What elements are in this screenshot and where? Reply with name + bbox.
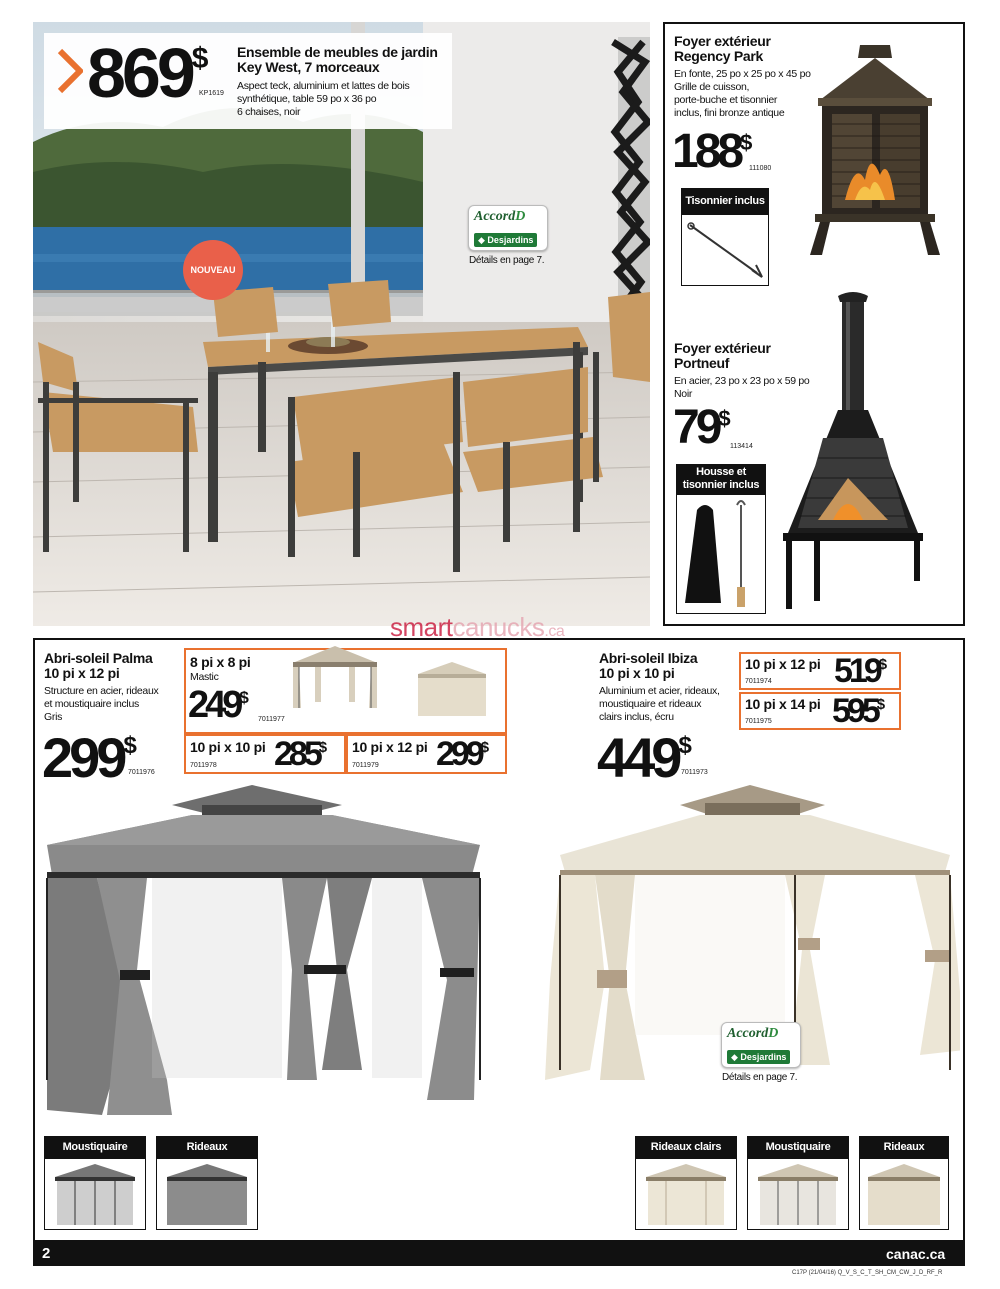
palma-option-b-price: 285$ <box>274 735 328 773</box>
regency-desc-line: Grille de cuisson, <box>674 81 750 93</box>
screen-gazebo-icon <box>748 1159 848 1229</box>
palma-thumb-screen <box>44 1158 146 1230</box>
hero-description <box>237 80 409 119</box>
desjardins-icon: ◆ <box>478 235 488 245</box>
poker-icon <box>682 215 768 285</box>
regency-fireplace-image <box>800 40 950 258</box>
palma-option-c-size: 10 pi x 12 pi <box>352 739 428 755</box>
palma-price: 299$ <box>42 726 137 789</box>
palma-sku: 7011976 <box>128 769 155 776</box>
watermark-part: canucks <box>452 612 545 642</box>
palma-title-line: Abri-soleil Palma <box>44 650 153 666</box>
portneuf-title <box>674 341 771 371</box>
palma-title-line: 10 pi x 12 pi <box>44 665 120 681</box>
palma-option-a-color: Mastic <box>190 671 219 683</box>
palma-title <box>44 651 153 681</box>
regency-title-line: Regency Park <box>674 48 764 64</box>
print-code: C17P (21/04/16) Q_V_S_C_T_SH_CM_CW_J_D_RF_R <box>792 1270 943 1276</box>
ibiza-title-line: Abri-soleil Ibiza <box>599 650 698 666</box>
palma-description <box>44 685 158 724</box>
hero-desc-line: synthétique, table 59 po x 36 po <box>237 93 377 105</box>
palma-gazebo-image <box>42 780 482 1125</box>
regency-desc-line: En fonte, 25 po x 25 po x 45 po <box>674 68 811 80</box>
ibiza-thumb-light-curtains <box>635 1158 737 1230</box>
hero-desc-line: 6 chaises, noir <box>237 106 301 118</box>
curtain-gazebo-icon <box>157 1159 257 1229</box>
portneuf-desc-line: Noir <box>674 388 693 400</box>
palma-thumb-curtains <box>156 1158 258 1230</box>
regency-tag <box>681 188 769 214</box>
accord-logo-ibiza <box>721 1022 801 1068</box>
accord-letter: D <box>515 209 526 224</box>
ibiza-option-b-sku: 7011975 <box>745 718 772 725</box>
portneuf-tag <box>676 464 766 494</box>
hero-title <box>237 45 438 75</box>
palma-thumb-label-curtains: Rideaux <box>156 1136 258 1158</box>
watermark-part: smart <box>390 612 453 642</box>
palma-option-c-sku: 7011979 <box>352 762 379 769</box>
palma-option-b-size: 10 pi x 10 pi <box>190 739 266 755</box>
palma-option-a-price: 249$ <box>188 684 249 726</box>
ibiza-thumb-screen <box>747 1158 849 1230</box>
ibiza-thumb-label-screen: Moustiquaire <box>747 1136 849 1158</box>
accord-note: Détails en page 7. <box>469 255 545 266</box>
regency-tag-label: Tisonnier inclus <box>685 195 765 207</box>
ibiza-desc-line: moustiquaire et rideaux <box>599 698 702 710</box>
accord-logo <box>468 205 548 251</box>
palma-thumb-label-screen: Moustiquaire <box>44 1136 146 1158</box>
portneuf-tag-line: tisonnier inclus <box>682 479 760 491</box>
ibiza-sku: 7011973 <box>681 769 708 776</box>
palma-option-b-sku: 7011978 <box>190 762 217 769</box>
light-curtain-gazebo-icon <box>636 1159 736 1229</box>
palma-option-a-sku: 7011977 <box>258 716 285 723</box>
curtain-gazebo-icon <box>860 1159 948 1229</box>
portneuf-desc-line: En acier, 23 po x 23 po x 59 po <box>674 375 810 387</box>
ibiza-thumb-label-curtains: Rideaux <box>859 1136 949 1158</box>
ibiza-option-a-size: 10 pi x 12 pi <box>745 656 821 672</box>
cover-icon <box>677 495 765 613</box>
accord-bank: Desjardins <box>487 235 534 245</box>
lattice-panel <box>613 37 650 337</box>
mastic-gazebo-closed-image <box>412 660 492 718</box>
hero-price: 869$ <box>87 34 209 112</box>
ibiza-thumb-label-light-curtains: Rideaux clairs <box>635 1136 737 1158</box>
new-badge <box>183 240 243 300</box>
poker-thumbnail <box>681 214 769 286</box>
regency-price: 188$ <box>672 125 753 178</box>
accord-brand: Accord <box>727 1026 769 1041</box>
portneuf-price: 79$ <box>673 401 731 454</box>
regency-sku: 111080 <box>749 165 772 172</box>
screen-gazebo-icon <box>45 1159 145 1229</box>
palma-desc-line: Gris <box>44 711 63 723</box>
new-badge-label: NOUVEAU <box>190 265 236 275</box>
regency-title-line: Foyer extérieur <box>674 33 771 49</box>
regency-desc-line: porte-buche et tisonnier <box>674 94 778 106</box>
palma-desc-line: et moustiquaire inclus <box>44 698 139 710</box>
palma-option-c-price: 299$ <box>436 735 490 773</box>
ibiza-desc-line: clairs inclus, écru <box>599 711 674 723</box>
accord-brand: Accord <box>474 209 516 224</box>
ibiza-option-b-price: 595$ <box>832 692 886 730</box>
accord-letter: D <box>768 1026 779 1041</box>
hero-title-line: Ensemble de meubles de jardin <box>237 44 438 60</box>
portneuf-fireplace-image <box>778 288 928 613</box>
accord-bank: Desjardins <box>740 1052 787 1062</box>
portneuf-title-line: Portneuf <box>674 355 730 371</box>
watermark-part: .ca <box>544 623 565 640</box>
hero-sku: KP1619 <box>199 90 224 97</box>
ibiza-option-b-size: 10 pi x 14 pi <box>745 696 821 712</box>
ibiza-description <box>599 685 720 724</box>
ibiza-desc-line: Aluminium et acier, rideaux, <box>599 685 720 697</box>
ibiza-title-line: 10 pi x 10 pi <box>599 665 675 681</box>
hero-title-line: Key West, 7 morceaux <box>237 59 380 75</box>
ibiza-price: 449$ <box>597 726 692 789</box>
portneuf-title-line: Foyer extérieur <box>674 340 771 356</box>
arrow-icon <box>57 48 83 94</box>
portneuf-tag-line: Housse et <box>696 466 746 478</box>
page-number: 2 <box>42 1245 51 1262</box>
portneuf-sku: 113414 <box>730 443 753 450</box>
palma-desc-line: Structure en acier, rideaux <box>44 685 159 697</box>
accord-note-ibiza: Détails en page 7. <box>722 1072 798 1083</box>
footer-bar <box>33 1242 965 1266</box>
cover-thumbnail <box>676 494 766 614</box>
ibiza-option-a-sku: 7011974 <box>745 678 772 685</box>
palma-option-a-size: 8 pi x 8 pi <box>190 654 251 670</box>
mastic-gazebo-image <box>285 642 385 712</box>
regency-desc-line: inclus, fini bronze antique <box>674 107 785 119</box>
regency-description <box>674 68 811 120</box>
ibiza-title <box>599 651 697 681</box>
hero-desc-line: Aspect teck, aluminium et lattes de bois <box>237 80 410 92</box>
ibiza-option-a-price: 519$ <box>834 652 888 690</box>
desjardins-icon: ◆ <box>731 1052 741 1062</box>
site-url[interactable]: canac.ca <box>886 1246 946 1262</box>
regency-title <box>674 34 771 64</box>
ibiza-thumb-curtains <box>859 1158 949 1230</box>
